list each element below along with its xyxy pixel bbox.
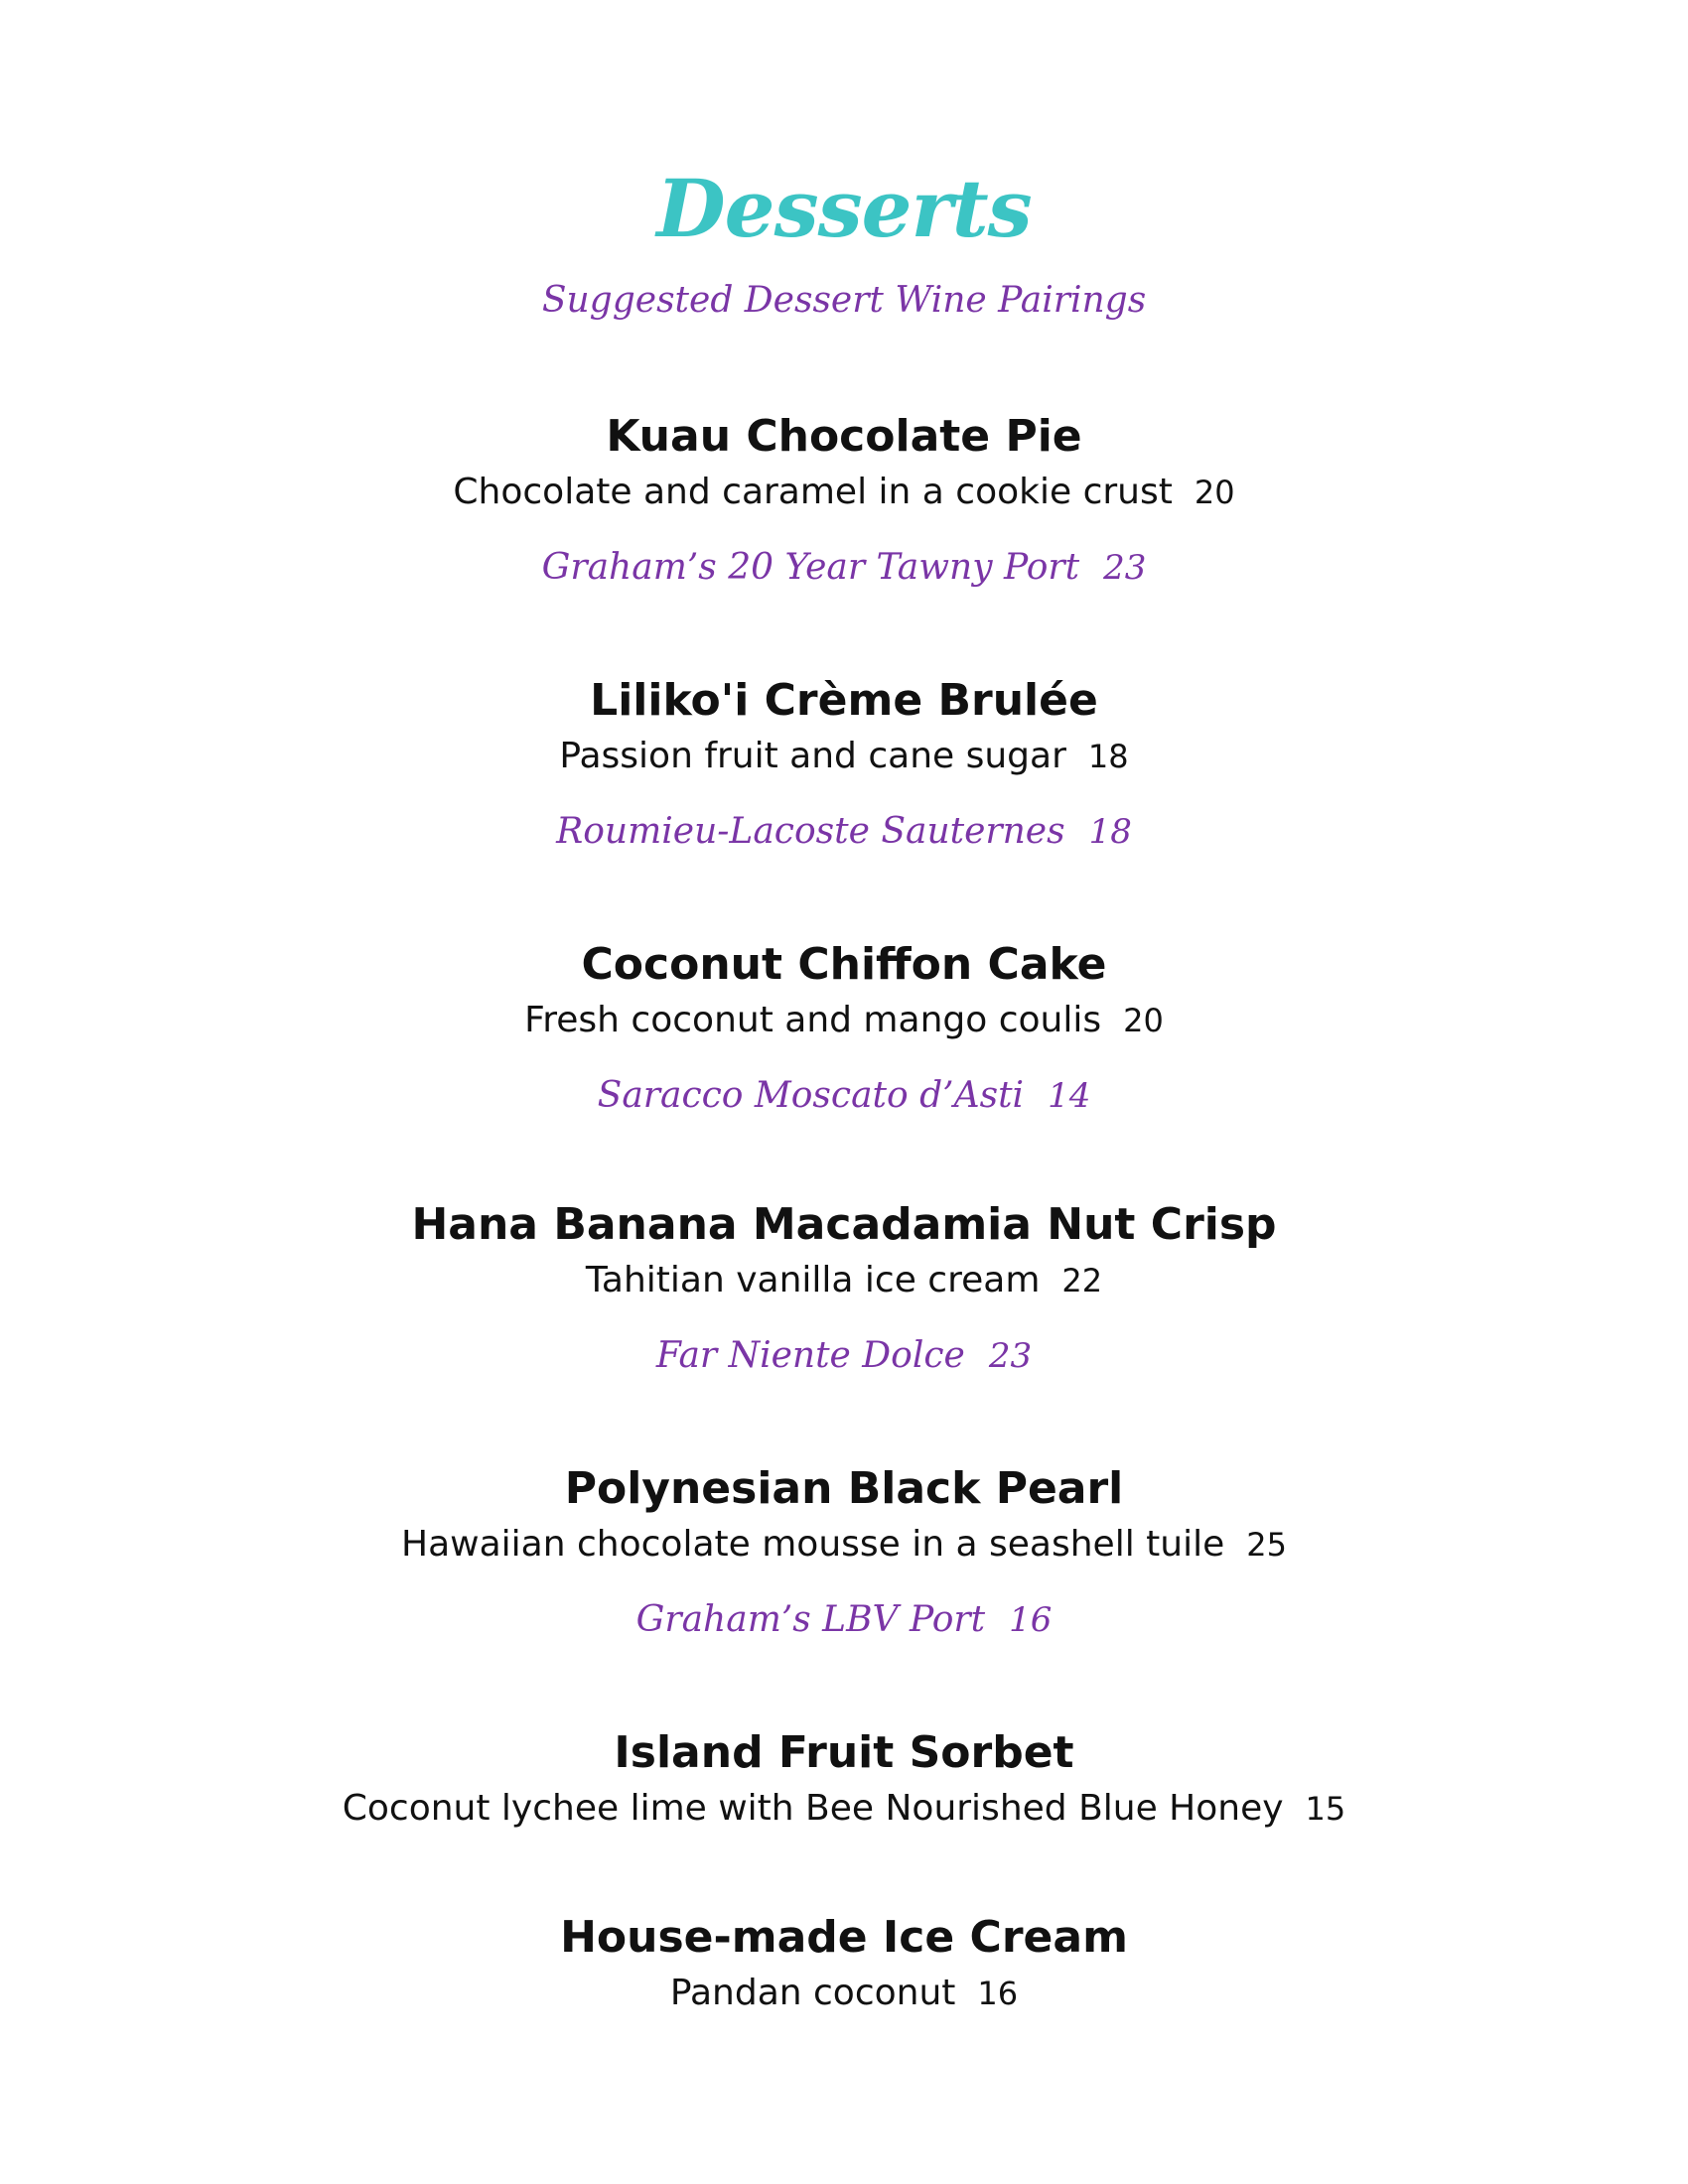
menu-item bbox=[0, 673, 1688, 860]
menu-item bbox=[0, 1910, 1688, 2021]
wine-pairing bbox=[0, 1592, 1688, 1648]
item-description bbox=[0, 729, 1688, 784]
wine-pairing bbox=[0, 804, 1688, 860]
description-text: Pandan coconut bbox=[669, 1973, 956, 2013]
page-title: Desserts bbox=[656, 162, 1032, 255]
pairing-name: Graham’s LBV Port bbox=[635, 1599, 986, 1640]
pairing-name: Graham’s 20 Year Tawny Port bbox=[541, 547, 1080, 588]
menu-item bbox=[0, 1725, 1688, 1837]
item-description bbox=[0, 465, 1688, 520]
wine-pairings-subtitle: Suggested Dessert Wine Pairings bbox=[541, 280, 1147, 321]
item-name: Coconut Chiffon Cake bbox=[581, 939, 1107, 990]
item-name: Kuau Chocolate Pie bbox=[606, 411, 1082, 462]
wine-pairing bbox=[0, 540, 1688, 596]
wine-pairing bbox=[0, 1068, 1688, 1124]
pairing-price: 23 bbox=[1103, 548, 1147, 588]
menu-item bbox=[0, 1197, 1688, 1384]
description-text: Passion fruit and cane sugar bbox=[559, 736, 1066, 776]
pairing-price: 16 bbox=[1009, 1600, 1053, 1640]
item-price: 15 bbox=[1305, 1790, 1346, 1828]
item-price: 20 bbox=[1194, 474, 1235, 511]
item-price: 18 bbox=[1087, 738, 1129, 775]
item-name: Hana Banana Macadamia Nut Crisp bbox=[411, 1199, 1277, 1250]
item-name: Island Fruit Sorbet bbox=[614, 1727, 1074, 1778]
pairing-price: 23 bbox=[988, 1336, 1033, 1376]
pairing-name: Far Niente Dolce bbox=[655, 1335, 965, 1376]
menu-item bbox=[0, 937, 1688, 1124]
pairing-price: 18 bbox=[1088, 812, 1132, 852]
item-description bbox=[0, 1966, 1688, 2021]
pairing-name: Roumieu-Lacoste Sauternes bbox=[556, 811, 1065, 852]
item-price: 16 bbox=[977, 1975, 1019, 2012]
menu-item bbox=[0, 1461, 1688, 1648]
item-description bbox=[0, 1517, 1688, 1572]
item-name: Polynesian Black Pearl bbox=[564, 1463, 1124, 1514]
item-price: 20 bbox=[1123, 1002, 1164, 1039]
item-name: Liliko'i Crème Brulée bbox=[590, 675, 1098, 726]
wine-pairing bbox=[0, 1328, 1688, 1384]
item-name: House-made Ice Cream bbox=[560, 1912, 1128, 1963]
pairing-price: 14 bbox=[1048, 1076, 1091, 1116]
item-description bbox=[0, 993, 1688, 1048]
description-text: Coconut lychee lime with Bee Nourished Blue Honey bbox=[342, 1788, 1284, 1829]
item-price: 25 bbox=[1246, 1526, 1287, 1564]
item-description bbox=[0, 1781, 1688, 1837]
item-price: 22 bbox=[1061, 1262, 1103, 1299]
description-text: Fresh coconut and mango coulis bbox=[524, 1000, 1102, 1040]
pairing-name: Saracco Moscato d’Asti bbox=[597, 1075, 1025, 1116]
description-text: Chocolate and caramel in a cookie crust bbox=[453, 472, 1173, 512]
description-text: Tahitian vanilla ice cream bbox=[585, 1260, 1041, 1300]
description-text: Hawaiian chocolate mousse in a seashell tuile bbox=[401, 1524, 1225, 1565]
item-description bbox=[0, 1253, 1688, 1308]
menu-item bbox=[0, 409, 1688, 596]
